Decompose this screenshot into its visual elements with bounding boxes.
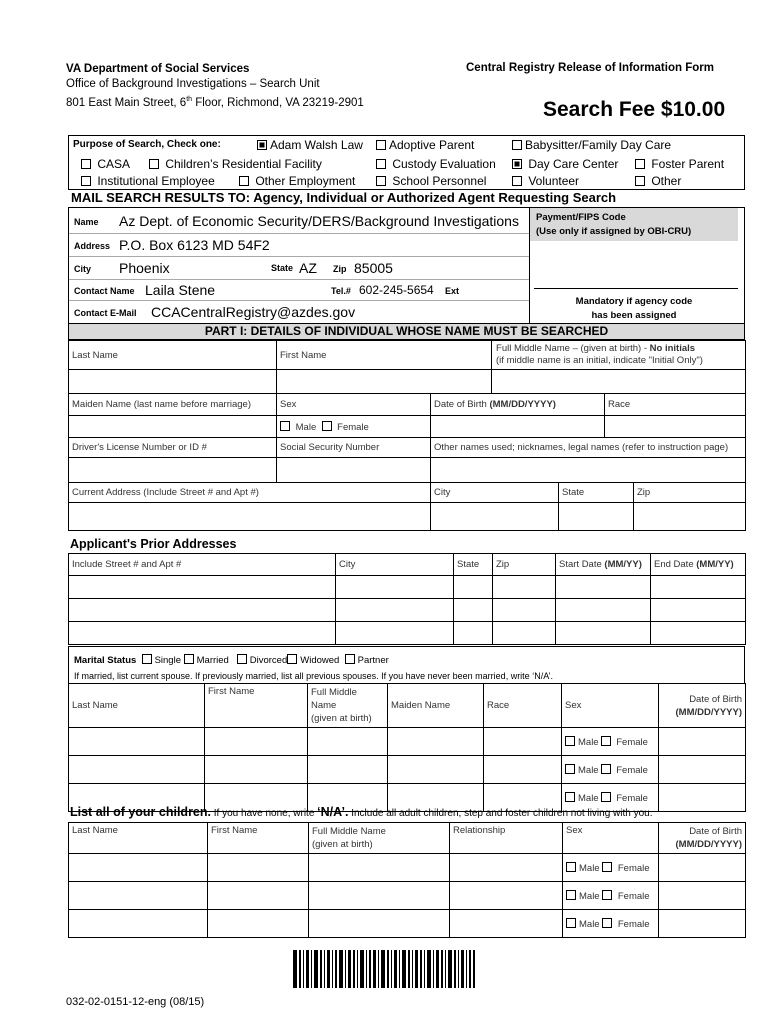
individual-details-table — [68, 340, 746, 483]
purpose-option-foster-parent[interactable]: Foster Parent — [635, 157, 724, 171]
marital-status-box — [68, 646, 745, 683]
female-checkbox[interactable] — [601, 736, 611, 746]
child-cell[interactable] — [208, 910, 309, 938]
purpose-of-search-box — [68, 135, 745, 190]
state-field[interactable]: AZ — [299, 260, 317, 276]
maiden-name-input[interactable] — [69, 416, 277, 438]
marital-note: If married, list current spouse. If previously married, list all previous spouses. If you have never been married, write ‘N/A’. — [74, 671, 554, 681]
male-checkbox[interactable] — [566, 918, 576, 928]
prior-cell[interactable] — [651, 599, 746, 622]
prior-cell[interactable] — [69, 599, 336, 622]
maiden-name-header: Maiden Name (last name before marriage) — [69, 394, 277, 416]
prior-cell[interactable] — [336, 622, 454, 645]
child-cell[interactable] — [208, 882, 309, 910]
current-state-input[interactable] — [559, 503, 634, 531]
purpose-option-volunteer[interactable]: Volunteer — [512, 174, 579, 188]
ssn-header: Social Security Number — [277, 438, 431, 458]
divider — [69, 279, 529, 280]
child-cell[interactable] — [450, 854, 563, 882]
mandatory-note: Mandatory if agency code has been assigned — [575, 296, 693, 321]
prior-cell[interactable] — [556, 599, 651, 622]
prior-cell[interactable] — [336, 576, 454, 599]
table-row — [69, 728, 746, 756]
middle-name-input[interactable] — [492, 370, 746, 394]
sex-header: Sex — [277, 394, 431, 416]
prior-cell[interactable] — [336, 599, 454, 622]
address-field[interactable]: P.O. Box 6123 MD 54F2 — [119, 237, 270, 253]
children-title: List all of your children. If you have none, write ‘N/A’. Include all adult children, step and foster children not living with you. — [70, 805, 653, 819]
agency-header — [66, 62, 364, 111]
male-checkbox[interactable] — [566, 890, 576, 900]
contact-name-field[interactable]: Laila Stene — [145, 282, 216, 298]
divider — [69, 256, 529, 257]
purpose-option-institutional-employee[interactable]: Institutional Employee — [81, 174, 215, 188]
female-checkbox[interactable] — [322, 421, 332, 431]
male-checkbox[interactable] — [566, 862, 576, 872]
table-row — [69, 756, 746, 784]
prior-cell[interactable] — [651, 576, 746, 599]
current-city-input[interactable] — [431, 503, 559, 531]
checkbox-icon[interactable] — [635, 159, 645, 169]
male-checkbox[interactable] — [280, 421, 290, 431]
child-sex-cell: Male Female — [563, 854, 659, 882]
dob-header: Date of Birth (MM/DD/YYYY) — [431, 394, 605, 416]
table-row — [69, 854, 746, 882]
spouse-race-header: Race — [484, 684, 562, 728]
prior-street-header: Include Street # and Apt # — [69, 554, 336, 576]
other-names-input[interactable] — [431, 458, 746, 483]
tel-field[interactable]: 602-245-5654 — [359, 283, 434, 297]
purpose-option-other-employment[interactable]: Other Employment — [239, 174, 355, 188]
name-field[interactable]: Az Dept. of Economic Security/DERS/Background Investigations — [119, 213, 519, 229]
female-checkbox[interactable] — [601, 792, 611, 802]
checkbox-icon[interactable] — [512, 176, 522, 186]
prior-cell[interactable] — [556, 576, 651, 599]
child-dob-header: Date of Birth (MM/DD/YYYY) — [659, 823, 746, 854]
office-name: Office of Background Investigations – Search Unit — [66, 78, 320, 90]
checkbox-icon[interactable] — [376, 159, 386, 169]
child-cell[interactable] — [659, 882, 746, 910]
tel-label: Tel.# — [331, 286, 351, 296]
male-checkbox[interactable] — [565, 736, 575, 746]
child-cell[interactable] — [208, 854, 309, 882]
child-sex-header: Sex — [563, 823, 659, 854]
prior-start-date-header: Start Date (MM/YY) — [556, 554, 651, 576]
prior-end-date-header: End Date (MM/YY) — [651, 554, 746, 576]
address-label: Address — [74, 241, 111, 251]
spouse-cell[interactable] — [484, 728, 562, 756]
race-header: Race — [605, 394, 746, 416]
prior-cell[interactable] — [493, 576, 556, 599]
spouse-middle-name-header: Full Middle Name (given at birth) — [308, 684, 388, 728]
male-checkbox[interactable] — [565, 792, 575, 802]
female-checkbox[interactable] — [602, 862, 612, 872]
child-cell[interactable] — [659, 910, 746, 938]
divider — [69, 233, 529, 234]
spouse-sex-cell: Male Female — [562, 728, 659, 756]
prior-cell[interactable] — [493, 622, 556, 645]
spouse-table — [68, 683, 746, 812]
purpose-option-adoptive-parent[interactable]: Adoptive Parent — [376, 138, 474, 152]
form-number: 032-02-0151-12-eng (08/15) — [66, 996, 205, 1008]
prior-cell[interactable] — [454, 622, 493, 645]
state-label: State — [271, 263, 294, 273]
marital-status-options: Marital Status Single Married Divorced Widowed Partner — [74, 655, 389, 666]
married-checkbox[interactable] — [184, 654, 194, 664]
barcode-icon — [293, 950, 475, 988]
city-field[interactable]: Phoenix — [119, 260, 170, 276]
spouse-cell[interactable] — [69, 728, 205, 756]
single-checkbox[interactable] — [142, 654, 152, 664]
child-cell[interactable] — [69, 882, 208, 910]
prior-zip-header: Zip — [493, 554, 556, 576]
spouse-cell[interactable] — [308, 728, 388, 756]
checkbox-icon[interactable] — [376, 176, 386, 186]
current-city-header: City — [431, 483, 559, 503]
agency-name: VA Department of Social Services — [66, 63, 250, 75]
contact-email-label: Contact E-Mail — [74, 308, 137, 318]
table-row — [69, 599, 746, 622]
checkbox-icon[interactable] — [635, 176, 645, 186]
current-zip-header: Zip — [634, 483, 746, 503]
part-one-title: PART I: DETAILS OF INDIVIDUAL WHOSE NAME MUST BE SEARCHED — [68, 323, 745, 340]
checkbox-checked-icon[interactable] — [257, 140, 267, 150]
purpose-option-babysitter[interactable]: Babysitter/Family Day Care — [512, 138, 671, 152]
checkbox-checked-icon[interactable] — [512, 159, 522, 169]
child-cell[interactable] — [69, 910, 208, 938]
divider — [69, 300, 529, 301]
spouse-dob-header: Date of Birth (MM/DD/YYYY) — [659, 684, 746, 728]
prior-state-header: State — [454, 554, 493, 576]
prior-addresses-title: Applicant's Prior Addresses — [70, 537, 237, 551]
zip-label: Zip — [333, 264, 347, 274]
dob-input[interactable] — [431, 416, 605, 438]
child-cell[interactable] — [309, 882, 450, 910]
child-last-name-header: Last Name — [69, 823, 208, 854]
spouse-cell[interactable] — [484, 756, 562, 784]
ssn-input[interactable] — [277, 458, 431, 483]
child-cell[interactable] — [69, 854, 208, 882]
ext-label: Ext — [445, 286, 460, 296]
payment-fips-header: Payment/FIPS Code (Use only if assigned by OBI-CRU) — [530, 208, 738, 241]
child-sex-cell: Male Female — [563, 910, 659, 938]
widowed-checkbox[interactable] — [287, 654, 297, 664]
divorced-checkbox[interactable] — [237, 654, 247, 664]
current-address-input[interactable] — [69, 503, 431, 531]
male-checkbox[interactable] — [565, 764, 575, 774]
spouse-maiden-name-header: Maiden Name — [388, 684, 484, 728]
prior-cell[interactable] — [69, 576, 336, 599]
contact-email-field[interactable]: CCACentralRegistry@azdes.gov — [151, 304, 356, 320]
spouse-cell[interactable] — [69, 756, 205, 784]
prior-cell[interactable] — [69, 622, 336, 645]
spouse-cell[interactable] — [388, 728, 484, 756]
child-cell[interactable] — [309, 854, 450, 882]
purpose-option-adam-walsh[interactable]: Adam Walsh Law — [257, 138, 363, 152]
checkbox-icon[interactable] — [149, 159, 159, 169]
name-label: Name — [74, 217, 99, 227]
table-row — [69, 910, 746, 938]
partner-checkbox[interactable] — [345, 654, 355, 664]
checkbox-icon[interactable] — [81, 159, 91, 169]
spouse-cell[interactable] — [659, 784, 746, 812]
spouse-first-name-header: First Name — [205, 684, 308, 728]
mail-results-title: MAIL SEARCH RESULTS TO: Agency, Individual or Authorized Agent Requesting Search — [71, 190, 617, 205]
female-checkbox[interactable] — [601, 764, 611, 774]
prior-cell[interactable] — [556, 622, 651, 645]
form-title: Central Registry Release of Information Form — [466, 62, 714, 74]
checkbox-icon[interactable] — [376, 140, 386, 150]
middle-name-header: Full Middle Name – (given at birth) - No initials (if middle name is an initial, indicate "Initial Only") — [492, 341, 746, 370]
table-row — [69, 882, 746, 910]
spouse-cell[interactable] — [659, 756, 746, 784]
prior-cell[interactable] — [454, 576, 493, 599]
spouse-cell[interactable] — [388, 756, 484, 784]
purpose-option-custody-evaluation[interactable]: Custody Evaluation — [376, 157, 496, 171]
checkbox-icon[interactable] — [512, 140, 522, 150]
spouse-last-name-header: Last Name — [69, 684, 205, 728]
drivers-license-header: Driver's License Number or ID # — [69, 438, 277, 458]
current-address-header: Current Address (Include Street # and Apt #) — [69, 483, 431, 503]
city-label: City — [74, 264, 92, 274]
last-name-header: Last Name — [69, 341, 277, 370]
purpose-option-childrens-residential[interactable]: Children’s Residential Facility — [149, 157, 322, 171]
zip-field[interactable]: 85005 — [354, 260, 393, 276]
race-input[interactable] — [605, 416, 746, 438]
current-state-header: State — [559, 483, 634, 503]
child-middle-name-header: Full Middle Name (given at birth) — [309, 823, 450, 854]
spouse-sex-header: Sex — [562, 684, 659, 728]
current-address-table — [68, 482, 746, 531]
payment-code-line[interactable] — [534, 288, 738, 289]
first-name-input[interactable] — [277, 370, 492, 394]
other-names-header: Other names used; nicknames, legal names (refer to instruction page) — [431, 438, 746, 458]
female-checkbox[interactable] — [602, 890, 612, 900]
contact-name-label: Contact Name — [74, 286, 135, 296]
purpose-label: Purpose of Search, Check one: — [73, 139, 221, 150]
prior-city-header: City — [336, 554, 454, 576]
checkbox-icon[interactable] — [81, 176, 91, 186]
drivers-license-input[interactable] — [69, 458, 277, 483]
current-zip-input[interactable] — [634, 503, 746, 531]
purpose-option-other[interactable]: Other — [635, 174, 681, 188]
child-cell[interactable] — [450, 910, 563, 938]
sex-options: Male Female — [277, 416, 431, 438]
child-cell[interactable] — [659, 854, 746, 882]
child-cell[interactable] — [309, 910, 450, 938]
child-cell[interactable] — [450, 882, 563, 910]
agency-address: 801 East Main Street, 6th Floor, Richmond, VA 23219-2901 — [66, 96, 364, 109]
search-fee: Search Fee $10.00 — [543, 98, 726, 121]
spouse-cell[interactable] — [659, 728, 746, 756]
purpose-option-school-personnel[interactable]: School Personnel — [376, 174, 486, 188]
spouse-cell[interactable] — [205, 756, 308, 784]
table-row — [69, 622, 746, 645]
prior-cell[interactable] — [493, 599, 556, 622]
spouse-sex-cell: Male Female — [562, 784, 659, 812]
spouse-sex-cell: Male Female — [562, 756, 659, 784]
children-table — [68, 822, 746, 938]
child-first-name-header: First Name — [208, 823, 309, 854]
child-sex-cell: Male Female — [563, 882, 659, 910]
last-name-input[interactable] — [69, 370, 277, 394]
prior-cell[interactable] — [651, 622, 746, 645]
prior-addresses-table — [68, 553, 746, 645]
checkbox-icon[interactable] — [239, 176, 249, 186]
female-checkbox[interactable] — [602, 918, 612, 928]
child-relationship-header: Relationship — [450, 823, 563, 854]
table-row — [69, 576, 746, 599]
purpose-option-day-care-center[interactable]: Day Care Center — [512, 157, 618, 171]
spouse-cell[interactable] — [308, 756, 388, 784]
first-name-header: First Name — [277, 341, 492, 370]
spouse-cell[interactable] — [205, 728, 308, 756]
prior-cell[interactable] — [454, 599, 493, 622]
purpose-option-casa[interactable]: CASA — [81, 157, 130, 171]
